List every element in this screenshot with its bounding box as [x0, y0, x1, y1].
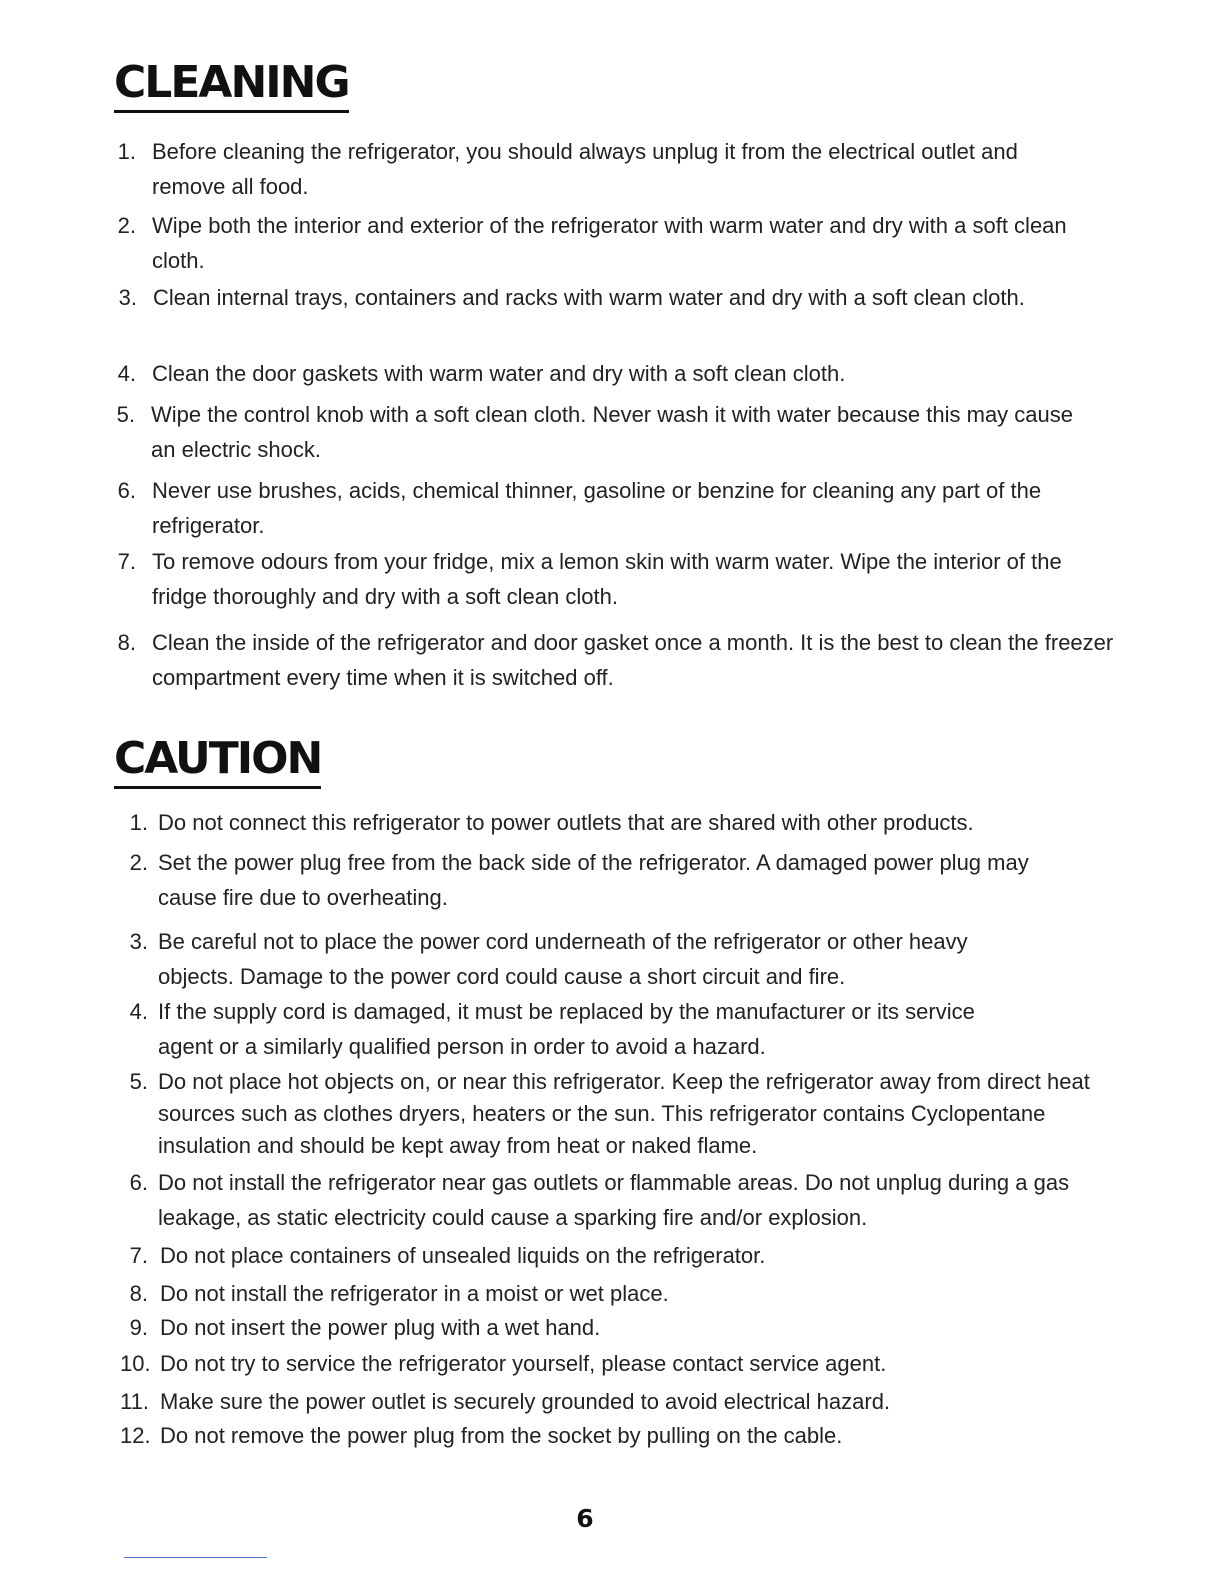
- caution-item-1: [120, 805, 1110, 840]
- item-text: Do not try to service the refrigerator yourself, please contact service agent.: [160, 1351, 887, 1376]
- cleaning-item-1: [108, 134, 1088, 204]
- item-number: 5.: [116, 402, 135, 427]
- caution-item-3: [120, 924, 1000, 994]
- item-text: Do not install the refrigerator near gas outlets or flammable areas. Do not unplug during a gas leakage, as static electricity could cause a sparking fire and/or explosion.: [158, 1170, 1070, 1230]
- caution-item-7: [120, 1238, 1110, 1273]
- caution-item-6: [120, 1165, 1100, 1235]
- item-number: 1.: [117, 139, 136, 164]
- item-text: Do not place containers of unsealed liquids on the refrigerator.: [160, 1243, 766, 1268]
- item-number: 11.: [120, 1389, 149, 1414]
- item-number: 10.: [120, 1351, 151, 1376]
- caution-item-8: [120, 1276, 1110, 1311]
- item-number: 1.: [129, 810, 148, 835]
- caution-heading: CAUTION: [114, 734, 321, 789]
- item-number: 2.: [117, 213, 136, 238]
- caution-item-5: [120, 1066, 1120, 1162]
- item-number: 9.: [129, 1315, 148, 1340]
- item-number: 3.: [129, 929, 148, 954]
- cleaning-item-2: [108, 208, 1088, 278]
- item-text: If the supply cord is damaged, it must be replaced by the manufacturer or its service agent or a similarly qualified person in order to avoid a hazard.: [158, 999, 975, 1059]
- cleaning-item-5: [107, 397, 1087, 467]
- cleaning-heading: CLEANING: [114, 58, 349, 113]
- item-text: Clean the inside of the refrigerator and door gasket once a month. It is the best to clean the freezer compartment every time when it is switched off.: [152, 630, 1114, 690]
- cleaning-item-4: [108, 356, 1088, 391]
- item-text: Never use brushes, acids, chemical thinner, gasoline or benzine for cleaning any part of the refrigerator.: [152, 478, 1042, 538]
- caution-item-11: [120, 1384, 1110, 1419]
- item-text: Do not remove the power plug from the socket by pulling on the cable.: [160, 1423, 843, 1448]
- cleaning-item-7: [108, 544, 1068, 614]
- item-number: 12.: [120, 1423, 151, 1448]
- item-text: Do not install the refrigerator in a moist or wet place.: [160, 1281, 669, 1306]
- item-number: 7.: [129, 1243, 148, 1268]
- caution-item-12: [120, 1418, 1110, 1453]
- item-text: Wipe the control knob with a soft clean cloth. Never wash it with water because this may cause an electric shock.: [151, 402, 1073, 462]
- footer-rule: [124, 1557, 267, 1558]
- item-number: 5.: [129, 1069, 148, 1094]
- item-text: Clean internal trays, containers and racks with warm water and dry with a soft clean cloth.: [153, 285, 1025, 310]
- caution-item-10: [120, 1346, 1110, 1381]
- item-number: 4.: [129, 999, 148, 1024]
- item-number: 2.: [129, 850, 148, 875]
- item-text: Set the power plug free from the back side of the refrigerator. A damaged power plug may cause fire due to overheating.: [158, 850, 1029, 910]
- item-text: To remove odours from your fridge, mix a lemon skin with warm water. Wipe the interior of the fridge thoroughly and dry with a soft clean cloth.: [152, 549, 1062, 609]
- caution-item-2: [120, 845, 1040, 915]
- item-text: Do not connect this refrigerator to power outlets that are shared with other products.: [158, 810, 974, 835]
- item-text: Before cleaning the refrigerator, you should always unplug it from the electrical outlet and remove all food.: [152, 139, 1018, 199]
- item-number: 8.: [129, 1281, 148, 1306]
- item-text: Do not insert the power plug with a wet hand.: [160, 1315, 601, 1340]
- item-text: Do not place hot objects on, or near this refrigerator. Keep the refrigerator away from direct heat sources such as clothes dryers, heaters or the sun. This refrigerator contains Cyclopentane insulation and should be kept away from heat or naked flame.: [158, 1069, 1090, 1158]
- item-text: Be careful not to place the power cord underneath of the refrigerator or other heavy objects. Damage to the power cord could cause a short circuit and fire.: [158, 929, 968, 989]
- cleaning-item-8: [108, 625, 1118, 695]
- item-number: 4.: [117, 361, 136, 386]
- item-number: 3.: [118, 285, 137, 310]
- caution-item-4: [120, 994, 1000, 1064]
- cleaning-item-3: [109, 280, 1029, 315]
- caution-item-9: [120, 1310, 1110, 1345]
- item-number: 7.: [117, 549, 136, 574]
- item-text: Make sure the power outlet is securely grounded to avoid electrical hazard.: [160, 1389, 891, 1414]
- cleaning-item-6: [108, 473, 1088, 543]
- item-text: Clean the door gaskets with warm water and dry with a soft clean cloth.: [152, 361, 846, 386]
- item-number: 6.: [129, 1170, 148, 1195]
- item-text: Wipe both the interior and exterior of the refrigerator with warm water and dry with a soft clean cloth.: [152, 213, 1067, 273]
- item-number: 6.: [117, 478, 136, 503]
- page-number: 6: [576, 1504, 594, 1533]
- item-number: 8.: [117, 630, 136, 655]
